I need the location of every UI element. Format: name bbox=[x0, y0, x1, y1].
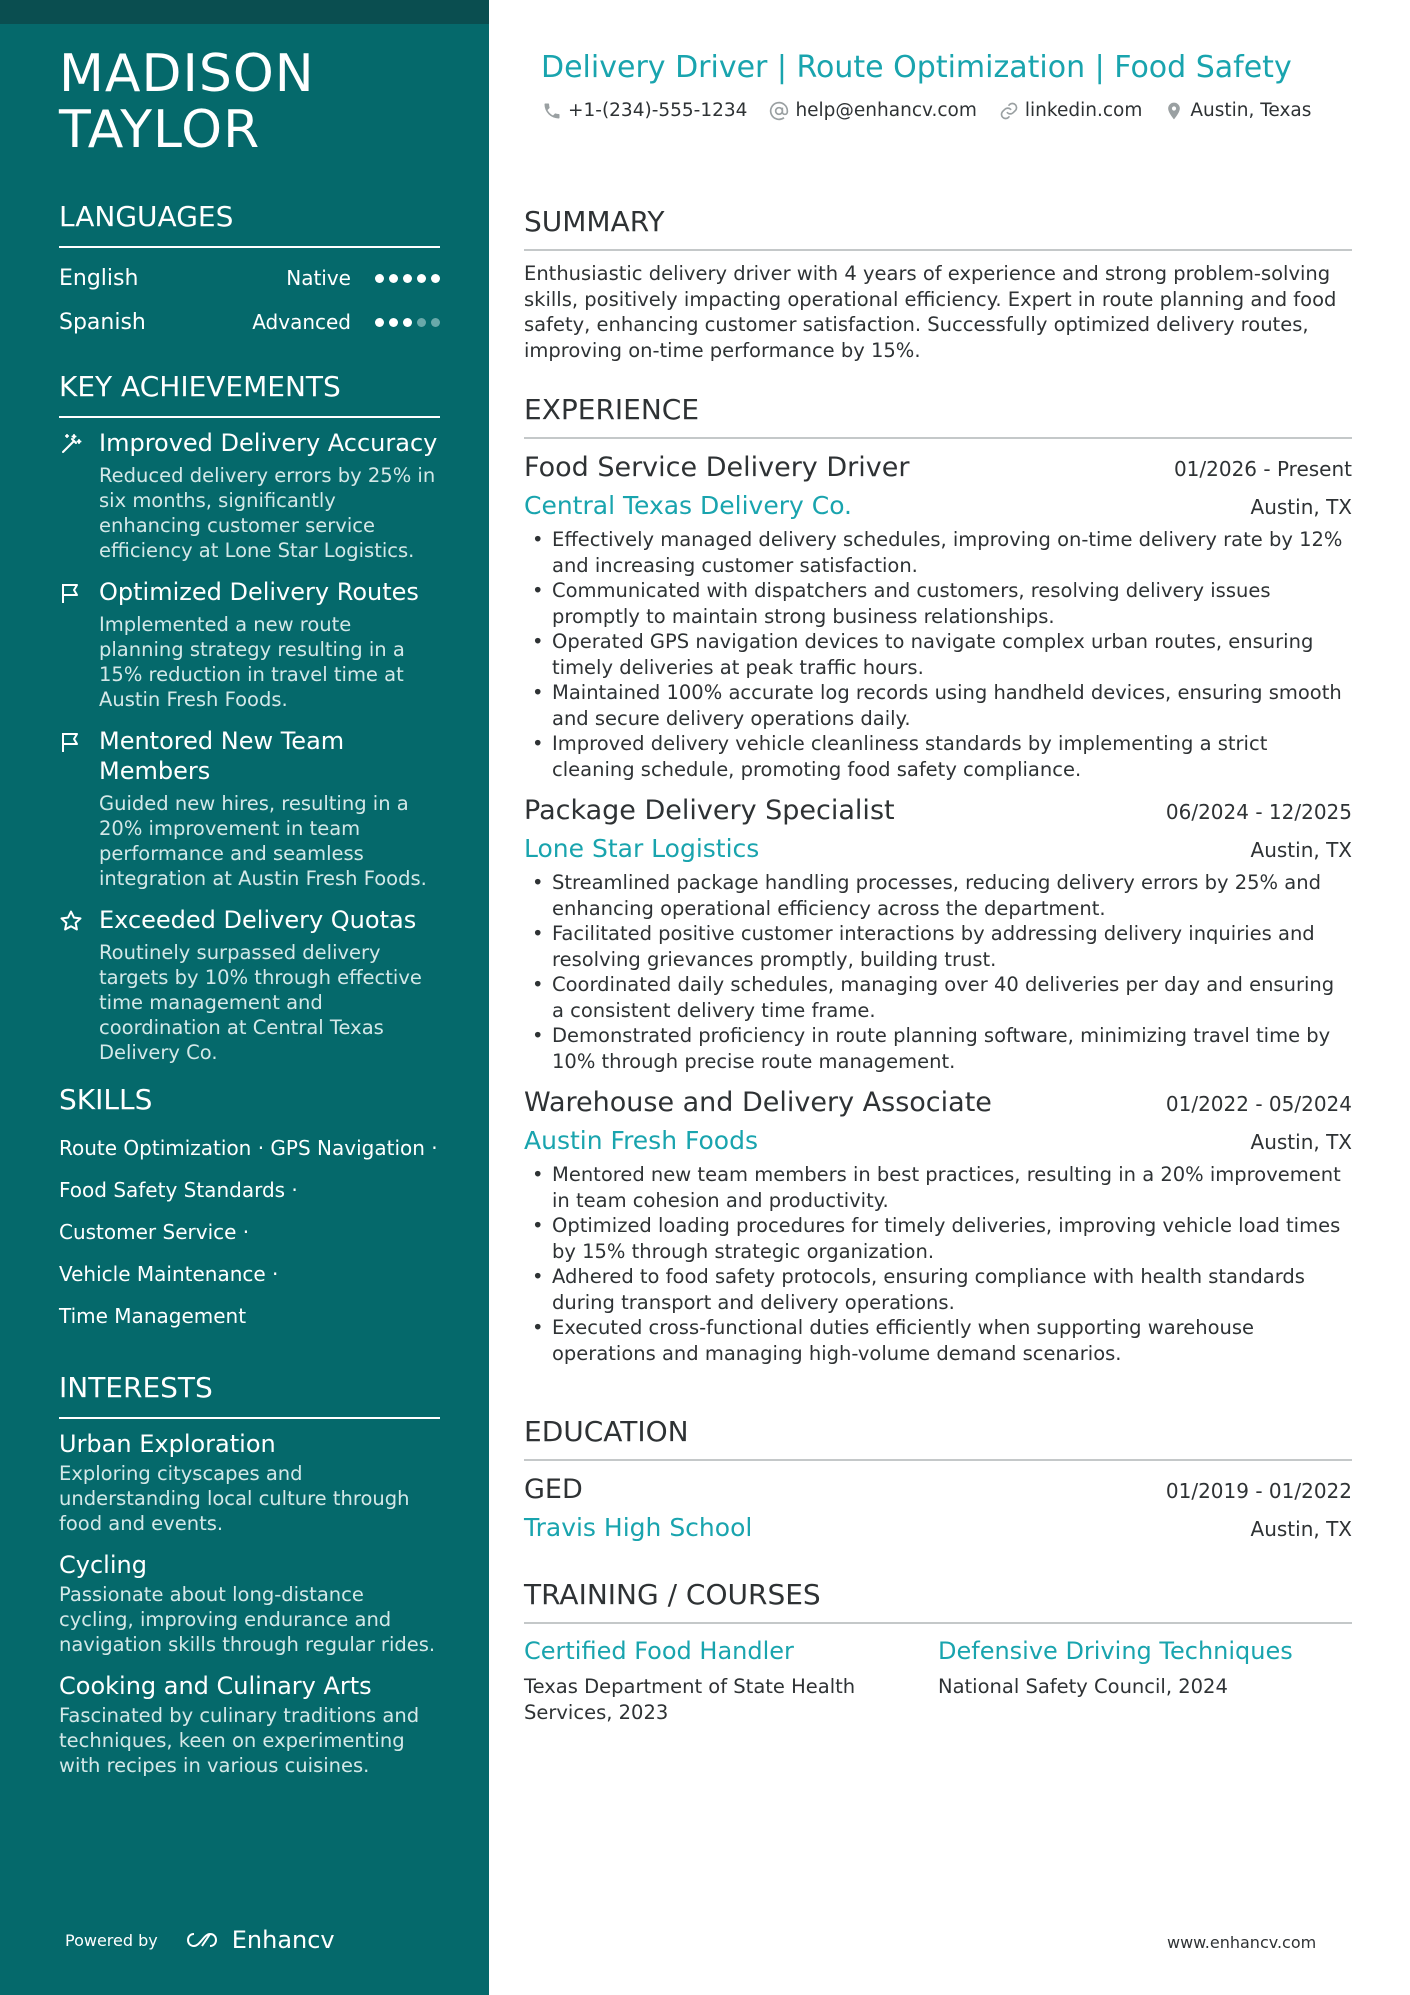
location-text: Austin, Texas bbox=[1190, 100, 1312, 121]
achievement-desc: Reduced delivery errors by 25% in six months, significantly enhancing customer service efficiency at Lone Star Logistics. bbox=[99, 464, 436, 562]
skill-line: Vehicle Maintenance · bbox=[59, 1262, 279, 1286]
language-level: Native bbox=[286, 266, 351, 290]
dot-filled bbox=[375, 274, 384, 283]
job-date: 01/2022 - 05/2024 bbox=[1165, 1092, 1352, 1116]
job-location: Austin, TX bbox=[1250, 495, 1352, 519]
languages-section bbox=[59, 200, 440, 344]
achievements-title: KEY ACHIEVEMENTS bbox=[59, 370, 440, 418]
interest-item bbox=[59, 1548, 440, 1657]
bullet-item: • Optimized loading procedures for timely deliveries, improving vehicle load times by 15% through strategic organization. bbox=[524, 1213, 1352, 1264]
course-item bbox=[524, 1634, 938, 1725]
sidebar bbox=[0, 0, 489, 1995]
interest-desc: Exploring cityscapes and understanding local culture through food and events. bbox=[59, 1462, 410, 1535]
job-bullets bbox=[524, 1162, 1352, 1366]
training-title: TRAINING / COURSES bbox=[524, 1578, 1352, 1624]
at-icon bbox=[769, 101, 789, 121]
job-company: Lone Star Logistics bbox=[524, 834, 760, 863]
dot-empty bbox=[417, 318, 426, 327]
bullet-item: • Mentored new team members in best practices, resulting in a 20% improvement in team cohesion and productivity. bbox=[524, 1162, 1352, 1213]
achievement-desc: Routinely surpassed delivery targets by 10% through effective time management and coordination at Central Texas Delivery Co. bbox=[99, 941, 422, 1064]
enhancv-brand: Enhancv bbox=[231, 1926, 335, 1954]
dot-filled bbox=[431, 274, 440, 283]
powered-by bbox=[65, 1926, 335, 1954]
headline: Delivery Driver | Route Optimization | Food Safety bbox=[541, 50, 1292, 85]
job-location: Austin, TX bbox=[1250, 1130, 1352, 1154]
job-date: 01/2026 - Present bbox=[1173, 457, 1352, 481]
interest-item bbox=[59, 1669, 440, 1778]
degree: GED bbox=[524, 1474, 583, 1505]
achievement-item bbox=[59, 905, 440, 1065]
star-icon bbox=[59, 905, 99, 1065]
job-company: Central Texas Delivery Co. bbox=[524, 491, 853, 520]
contact-email[interactable] bbox=[769, 100, 976, 121]
bullet-item: • Demonstrated proficiency in route planning software, minimizing travel time by 10% through precise route management. bbox=[524, 1023, 1352, 1074]
job-title: Warehouse and Delivery Associate bbox=[524, 1087, 992, 1118]
experience-title: EXPERIENCE bbox=[524, 393, 1352, 439]
summary-text: Enthusiastic delivery driver with 4 years of experience and strong problem-solving skills, positively impacting operational efficiency. Expert in route planning and food safety, enhancing customer satisfaction. Successfully optimized delivery routes, improving on-time performance by 15%. bbox=[524, 262, 1337, 362]
powered-by-label: Powered by bbox=[65, 1930, 158, 1950]
website-link[interactable]: www.enhancv.com bbox=[1167, 1933, 1317, 1952]
phone-icon bbox=[542, 101, 562, 121]
job-bullets bbox=[524, 527, 1352, 782]
dot-filled bbox=[389, 318, 398, 327]
location-pin-icon bbox=[1164, 101, 1184, 121]
interest-item bbox=[59, 1427, 440, 1536]
skill-line: Customer Service · bbox=[59, 1220, 250, 1244]
language-name: Spanish bbox=[59, 309, 146, 335]
linkedin-text: linkedin.com bbox=[1024, 100, 1143, 121]
education-section bbox=[524, 1415, 1352, 1545]
bullet-item: • Coordinated daily schedules, managing over 40 deliveries per day and ensuring a consistent delivery time frame. bbox=[524, 972, 1352, 1023]
job-entry bbox=[524, 792, 1352, 1074]
experience-section bbox=[524, 393, 1352, 1366]
bullet-item: • Streamlined package handling processes, reducing delivery errors by 25% and enhancing operational efficiency across the department. bbox=[524, 870, 1352, 921]
achievement-title: Improved Delivery Accuracy bbox=[99, 429, 438, 457]
course-title: Certified Food Handler bbox=[524, 1637, 794, 1665]
skill-line: Route Optimization · GPS Navigation · bbox=[59, 1136, 438, 1160]
interest-title: Urban Exploration bbox=[59, 1430, 276, 1458]
interests-title: INTERESTS bbox=[59, 1371, 440, 1419]
interest-title: Cooking and Culinary Arts bbox=[59, 1672, 372, 1700]
interests-section bbox=[59, 1371, 440, 1778]
skills-title: SKILLS bbox=[59, 1083, 153, 1116]
job-date: 06/2024 - 12/2025 bbox=[1165, 800, 1352, 824]
course-provider: National Safety Council, 2024 bbox=[938, 1675, 1228, 1698]
phone-text: +1-(234)-555-1234 bbox=[568, 100, 748, 121]
bullet-item: • Communicated with dispatchers and customers, resolving delivery issues promptly to maintain strong business relationships. bbox=[524, 578, 1352, 629]
job-title: Package Delivery Specialist bbox=[524, 795, 895, 826]
job-company: Austin Fresh Foods bbox=[524, 1126, 758, 1155]
job-bullets bbox=[524, 870, 1352, 1074]
course-title: Defensive Driving Techniques bbox=[938, 1637, 1293, 1665]
bullet-item: • Maintained 100% accurate log records using handheld devices, ensuring smooth and secure delivery operations daily. bbox=[524, 680, 1352, 731]
interest-desc: Fascinated by culinary traditions and techniques, keen on experimenting with recipes in various cuisines. bbox=[59, 1704, 420, 1777]
achievement-item bbox=[59, 726, 440, 891]
bullet-item: • Executed cross-functional duties efficiently when supporting warehouse operations and managing high-volume demand scenarios. bbox=[524, 1315, 1352, 1366]
bullet-item: • Facilitated positive customer interactions by addressing delivery inquiries and resolving grievances promptly, building trust. bbox=[524, 921, 1352, 972]
interest-desc: Passionate about long-distance cycling, improving endurance and navigation skills through regular rides. bbox=[59, 1583, 436, 1656]
education-title: EDUCATION bbox=[524, 1415, 1352, 1461]
education-entry bbox=[524, 1471, 1352, 1545]
course-provider: Texas Department of State Health Services, 2023 bbox=[524, 1675, 856, 1724]
language-name: English bbox=[59, 265, 139, 291]
link-icon bbox=[999, 101, 1019, 121]
bullet-item: • Adhered to food safety protocols, ensuring compliance with health standards during transport and delivery operations. bbox=[524, 1264, 1352, 1315]
dot-filled bbox=[375, 318, 384, 327]
sidebar-top-bar bbox=[0, 0, 489, 24]
achievement-title: Mentored New Team Members bbox=[99, 727, 345, 785]
enhancv-logo-icon bbox=[180, 1928, 224, 1952]
training-section bbox=[524, 1578, 1352, 1725]
bullet-item: • Operated GPS navigation devices to navigate complex urban routes, ensuring timely deliveries at peak traffic hours. bbox=[524, 629, 1352, 680]
proficiency-dots bbox=[375, 318, 440, 327]
dot-filled bbox=[403, 274, 412, 283]
contact-phone[interactable] bbox=[542, 100, 747, 121]
skill-line: Food Safety Standards · bbox=[59, 1178, 298, 1202]
contact-linkedin[interactable] bbox=[999, 100, 1142, 121]
bullet-item: • Improved delivery vehicle cleanliness standards by implementing a strict cleaning schedule, promoting food safety compliance. bbox=[524, 731, 1352, 782]
achievement-item bbox=[59, 577, 440, 712]
course-item bbox=[938, 1634, 1352, 1725]
languages-title: LANGUAGES bbox=[59, 200, 440, 248]
flag-icon bbox=[59, 726, 99, 891]
education-date: 01/2019 - 01/2022 bbox=[1165, 1479, 1352, 1503]
contact-bar bbox=[542, 100, 1311, 121]
achievement-desc: Guided new hires, resulting in a 20% improvement in team performance and seamless integration at Austin Fresh Foods. bbox=[99, 792, 427, 890]
candidate-name: MADISON TAYLOR bbox=[59, 44, 315, 160]
flag-icon bbox=[59, 577, 99, 712]
interest-title: Cycling bbox=[59, 1551, 147, 1579]
email-text: help@enhancv.com bbox=[795, 100, 977, 121]
school-location: Austin, TX bbox=[1250, 1517, 1352, 1541]
sidebar-content bbox=[59, 46, 440, 1790]
skills-section bbox=[59, 1083, 440, 1337]
skill-line: Time Management bbox=[59, 1304, 247, 1328]
summary-title: SUMMARY bbox=[524, 205, 1352, 251]
achievements-section bbox=[59, 370, 440, 1065]
bullet-item: • Effectively managed delivery schedules, improving on-time delivery rate by 12% and increasing customer satisfaction. bbox=[524, 527, 1352, 578]
dot-filled bbox=[389, 274, 398, 283]
language-item bbox=[59, 300, 440, 344]
school-name: Travis High School bbox=[524, 1513, 753, 1542]
job-entry bbox=[524, 449, 1352, 782]
achievement-desc: Implemented a new route planning strategy resulting in a 15% reduction in travel time at Austin Fresh Foods. bbox=[99, 613, 405, 711]
dot-filled bbox=[417, 274, 426, 283]
language-item bbox=[59, 256, 440, 300]
wand-icon bbox=[59, 428, 99, 563]
proficiency-dots bbox=[375, 274, 440, 283]
dot-empty bbox=[431, 318, 440, 327]
job-title: Food Service Delivery Driver bbox=[524, 452, 910, 483]
contact-location bbox=[1164, 100, 1311, 121]
enhancv-logo[interactable] bbox=[180, 1926, 335, 1954]
summary-section bbox=[524, 205, 1352, 363]
job-entry bbox=[524, 1084, 1352, 1366]
achievement-item bbox=[59, 428, 440, 563]
achievement-title: Optimized Delivery Routes bbox=[99, 578, 419, 606]
language-level: Advanced bbox=[252, 310, 351, 334]
achievement-title: Exceeded Delivery Quotas bbox=[99, 906, 417, 934]
dot-filled bbox=[403, 318, 412, 327]
job-location: Austin, TX bbox=[1250, 838, 1352, 862]
